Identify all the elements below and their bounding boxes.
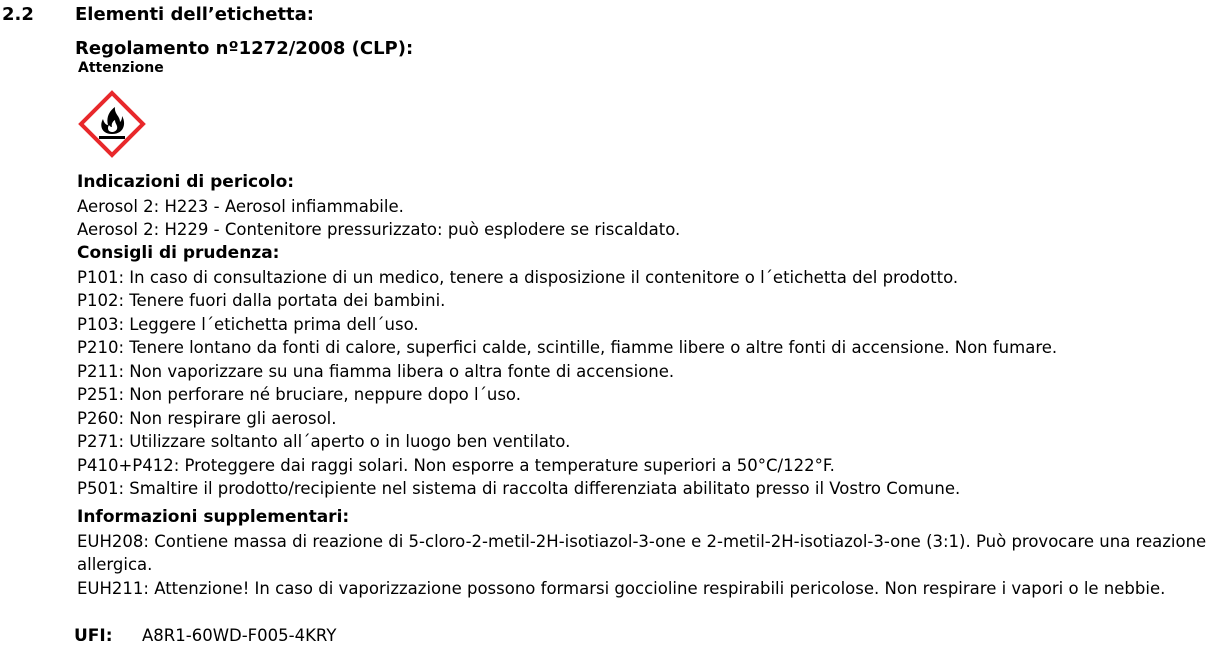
supplementary-line: EUH208: Contiene massa di reazione di 5-cloro-2-metil-2H-isotiazol-3-one e 2-metil-2H-isotiazol-3-one (3:1). Può provocare una reazione allergica.: [77, 531, 1207, 574]
precautionary-statements: [77, 242, 1057, 501]
supplementary-info: [77, 506, 1217, 600]
precaution-line: P103: Leggere l´etichetta prima dell´uso.: [77, 314, 419, 334]
signal-word: Attenzione: [78, 60, 164, 76]
precaution-line: P102: Tenere fuori dalla portata dei bambini.: [77, 291, 446, 310]
supplementary-heading: Informazioni supplementari:: [77, 507, 350, 527]
precaution-line: P251: Non perforare né bruciare, neppure dopo l´uso.: [77, 385, 521, 404]
precaution-line: P271: Utilizzare soltanto all´aperto o in luogo ben ventilato.: [77, 432, 571, 451]
hazard-heading: Indicazioni di pericolo:: [77, 172, 295, 192]
ufi-row: [74, 626, 336, 646]
hazard-statements: [77, 171, 680, 242]
precaution-line: P101: In caso di consultazione di un medico, tenere a disposizione il contenitore o l´etichetta del prodotto.: [77, 267, 959, 287]
precaution-line: P260: Non respirare gli aerosol.: [77, 408, 337, 428]
precaution-line: P501: Smaltire il prodotto/recipiente nel sistema di raccolta differenziata abilitato presso il Vostro Comune.: [77, 479, 961, 498]
section-title: Elementi dell’etichetta:: [75, 4, 314, 25]
section-number: 2.2: [2, 4, 34, 25]
flame-ghs02-icon: [78, 90, 146, 158]
hazard-line: Aerosol 2: H229 - Contenitore pressurizzato: può esplodere se riscaldato.: [77, 220, 681, 239]
ufi-label: UFI:: [74, 626, 113, 646]
ufi-code: A8R1-60WD-F005-4KRY: [142, 626, 337, 645]
previous-line-partial: [160, 0, 680, 2]
precaution-line: P211: Non vaporizzare su una fiamma libera o altra fonte di accensione.: [77, 361, 675, 381]
regulation-heading: Regolamento nº1272/2008 (CLP):: [75, 38, 414, 59]
precaution-line: P210: Tenere lontano da fonti di calore, superfici calde, scintille, fiamme libere o altre fonti di accensione. Non fumare.: [77, 338, 1058, 357]
hazard-line: Aerosol 2: H223 - Aerosol infiammabile.: [77, 196, 404, 216]
precaution-heading: Consigli di prudenza:: [77, 243, 280, 263]
precaution-line: P410+P412: Proteggere dai raggi solari. Non esporre a temperature superiori a 50°C/122°F.: [77, 455, 835, 475]
supplementary-line: EUH211: Attenzione! In caso di vaporizzazione possono formarsi goccioline respirabili pericolose. Non respirare i vapori o le nebbie.: [77, 578, 1166, 598]
